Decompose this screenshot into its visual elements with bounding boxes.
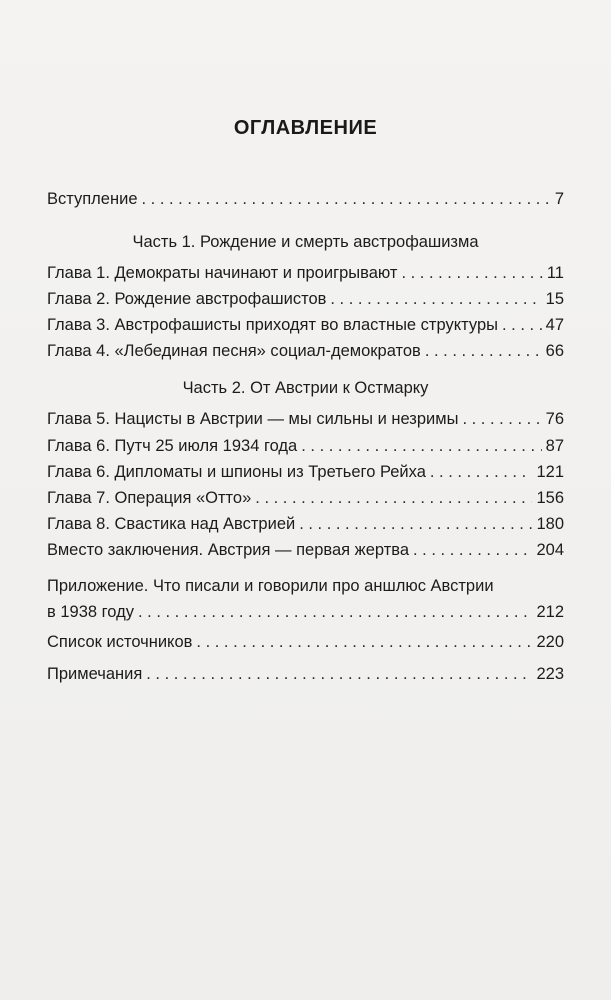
toc-entry-appendix	[47, 596, 564, 622]
toc-page-number: 121	[536, 463, 564, 481]
toc-page-number: 87	[545, 437, 564, 455]
toc-page-number: 223	[536, 665, 564, 683]
leader-dots	[413, 540, 532, 560]
toc-page-number: 47	[545, 316, 564, 334]
toc-page-number: 220	[536, 633, 564, 651]
toc-page-number: 7	[554, 190, 564, 208]
toc-entry-chapter	[47, 430, 564, 456]
toc-page-number: 204	[536, 541, 564, 559]
leader-dots	[425, 341, 542, 361]
toc-entry-label: Глава 1. Демократы начинают и проигрывают	[47, 264, 398, 282]
toc-entry-chapter	[47, 508, 564, 534]
leader-dots	[330, 289, 541, 309]
leader-dots	[301, 436, 541, 456]
toc-page-number: 180	[536, 515, 564, 533]
toc-entry-label: Глава 7. Операция «Отто»	[47, 489, 252, 507]
toc-entry-appendix-line1: Приложение. Что писали и говорили про аншлюс Австрии	[47, 577, 494, 595]
toc-entry-label: Глава 3. Австрофашисты приходят во властные структуры	[47, 316, 498, 334]
toc-entry-label: Глава 8. Свастика над Австрией	[47, 515, 296, 533]
part-1-heading: Часть 1. Рождение и смерть австрофашизма	[132, 233, 479, 251]
toc-page-number: 15	[545, 290, 564, 308]
leader-dots	[430, 462, 533, 482]
toc-page-number: 76	[545, 410, 564, 428]
toc-entry-label: Глава 6. Путч 25 июля 1934 года	[47, 437, 298, 455]
leader-dots	[401, 263, 542, 283]
toc-entry-chapter	[47, 309, 564, 335]
toc-entry-chapter	[47, 283, 564, 309]
leader-dots	[146, 664, 532, 684]
toc-entry-label: Вместо заключения. Австрия — первая жертва	[47, 541, 410, 559]
toc-entry-conclusion	[47, 534, 564, 560]
toc-page-number: 156	[536, 489, 564, 507]
toc-entry-chapter	[47, 257, 564, 283]
leader-dots	[502, 315, 542, 335]
toc-entry-label: Глава 4. «Лебединая песня» социал-демократов	[47, 342, 421, 360]
leader-dots	[142, 189, 551, 209]
toc-entry-label: Глава 2. Рождение австрофашистов	[47, 290, 327, 308]
toc-entry-label: Вступление	[47, 190, 138, 208]
toc-page-number: 11	[546, 264, 564, 282]
leader-dots	[255, 488, 532, 508]
leader-dots	[196, 632, 532, 652]
toc-entry-label: Примечания	[47, 665, 143, 683]
toc-entry-label: Глава 6. Дипломаты и шпионы из Третьего Рейха	[47, 463, 426, 481]
toc-entry-chapter	[47, 403, 564, 429]
page-title: ОГЛАВЛЕНИЕ	[233, 117, 378, 139]
toc-entry-label: в 1938 году	[47, 603, 134, 621]
toc-entry-label: Глава 5. Нацисты в Австрии — мы сильны и незримы	[47, 410, 459, 428]
toc-entry-chapter	[47, 335, 564, 361]
toc-entry-chapter	[47, 456, 564, 482]
toc-entry-sources	[47, 626, 564, 652]
leader-dots	[138, 602, 532, 622]
toc-entry-intro	[47, 183, 564, 209]
leader-dots	[299, 514, 532, 534]
toc-page-number: 66	[545, 342, 564, 360]
part-2-heading: Часть 2. От Австрии к Остмарку	[182, 379, 429, 397]
toc-entry-label: Список источников	[47, 633, 193, 651]
toc-page-number: 212	[536, 603, 564, 621]
toc-entry-chapter	[47, 482, 564, 508]
leader-dots	[462, 409, 541, 429]
toc-entry-notes	[47, 658, 564, 684]
